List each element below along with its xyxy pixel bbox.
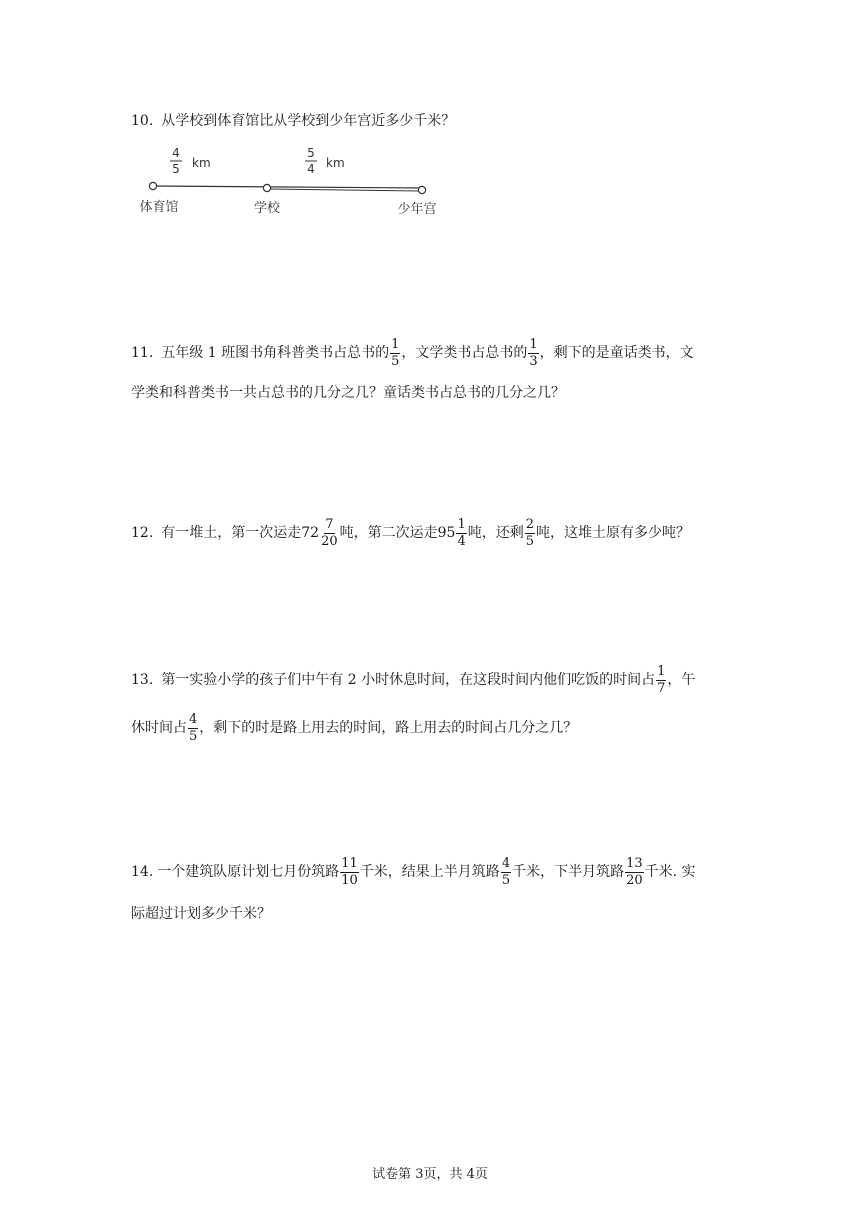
gym-point: [149, 182, 156, 189]
distance-diagram: [134, 140, 454, 230]
fraction: $\frac{1}{4}$: [457, 517, 466, 549]
school-point: [263, 184, 270, 191]
label-school: 学校: [253, 201, 281, 216]
question-text: 吨，还剩: [467, 525, 524, 542]
left-fraction-den: 5: [172, 162, 180, 176]
fraction: $\frac{4}{5}$: [189, 712, 198, 744]
road-line-bottom: [267, 189, 422, 191]
question-number: 10.: [131, 113, 154, 129]
question-text: 千米，下半月筑路: [512, 864, 625, 881]
fraction: $\frac{1}{3}$: [529, 337, 538, 369]
fraction: $\frac{11}{10}$: [341, 856, 358, 888]
question-text: 学类和科普类书一共占总书的几分之几？童话类书占总书的几分之几？: [131, 385, 565, 401]
fraction: $\frac{1}{7}$: [657, 664, 666, 696]
question-13-line-2: [131, 713, 577, 743]
road-line-top: [153, 186, 422, 188]
fraction: $\frac{1}{5}$: [391, 337, 400, 369]
fraction: $\frac{13}{20}$: [626, 856, 643, 888]
label-gym: 体育馆: [139, 200, 179, 215]
question-number: 14.: [131, 864, 154, 881]
question-13-line-1: [131, 665, 695, 695]
distance-diagram-svg: [134, 140, 454, 230]
question-text: 千米，结果上半月筑路: [359, 864, 500, 881]
question-12-line-1: [131, 518, 690, 548]
question-text: 五年级 1 班图书角科普类书占总书的: [161, 345, 390, 362]
label-youth-palace: 少年宫: [397, 202, 437, 217]
youth-palace-point: [418, 186, 425, 193]
question-text: 吨，这堆土原有多少吨？: [536, 525, 691, 542]
question-text: 从学校到体育馆比从学校到少年宫近多少千米？: [161, 113, 456, 129]
question-text: 第一实验小学的孩子们中午有 2 小时休息时间，在这段时间内他们吃饭的时间占: [161, 672, 656, 689]
left-fraction-num: 4: [172, 146, 180, 160]
mixed-number: 95 $\frac{1}{4}$: [437, 517, 466, 549]
question-text: 有一堆土，第一次运走: [161, 525, 302, 542]
fraction: $\frac{4}{5}$: [501, 856, 511, 888]
question-text: 休时间占: [131, 720, 187, 737]
left-fraction-unit: km: [192, 156, 211, 170]
question-11-line-1: [131, 338, 694, 368]
question-10-line: [131, 114, 455, 128]
right-fraction-unit: km: [326, 156, 345, 170]
right-fraction-num: 5: [307, 146, 315, 160]
question-text: ，剩下的时是路上用去的时间，路上用去的时间占几分之几？: [199, 720, 578, 737]
question-14-line-2: [131, 907, 271, 921]
mixed-number: 72 $\frac{7}{20}$: [301, 517, 338, 549]
question-14-line-1: [131, 857, 696, 887]
question-text: 际超过计划多少千米？: [131, 906, 271, 922]
page-footer: 试卷第 3页，共 4页: [372, 1167, 488, 1182]
question-number: 12.: [131, 525, 154, 542]
question-11-line-2: [131, 386, 565, 400]
fraction: $\frac{7}{20}$: [321, 517, 338, 549]
question-text: 吨，第二次运走: [339, 525, 438, 542]
question-text: ，剩下的是童话类书，文: [539, 345, 694, 362]
fraction: $\frac{2}{5}$: [525, 517, 535, 549]
question-text: 一个建筑队原计划七月份筑路: [157, 864, 340, 881]
right-fraction-den: 4: [307, 162, 315, 176]
question-text: ，午: [667, 672, 696, 689]
question-text: ，文学类书占总书的: [401, 345, 528, 362]
question-number: 11.: [131, 345, 154, 362]
question-number: 13.: [131, 672, 154, 689]
question-text: 千米. 实: [644, 864, 696, 881]
